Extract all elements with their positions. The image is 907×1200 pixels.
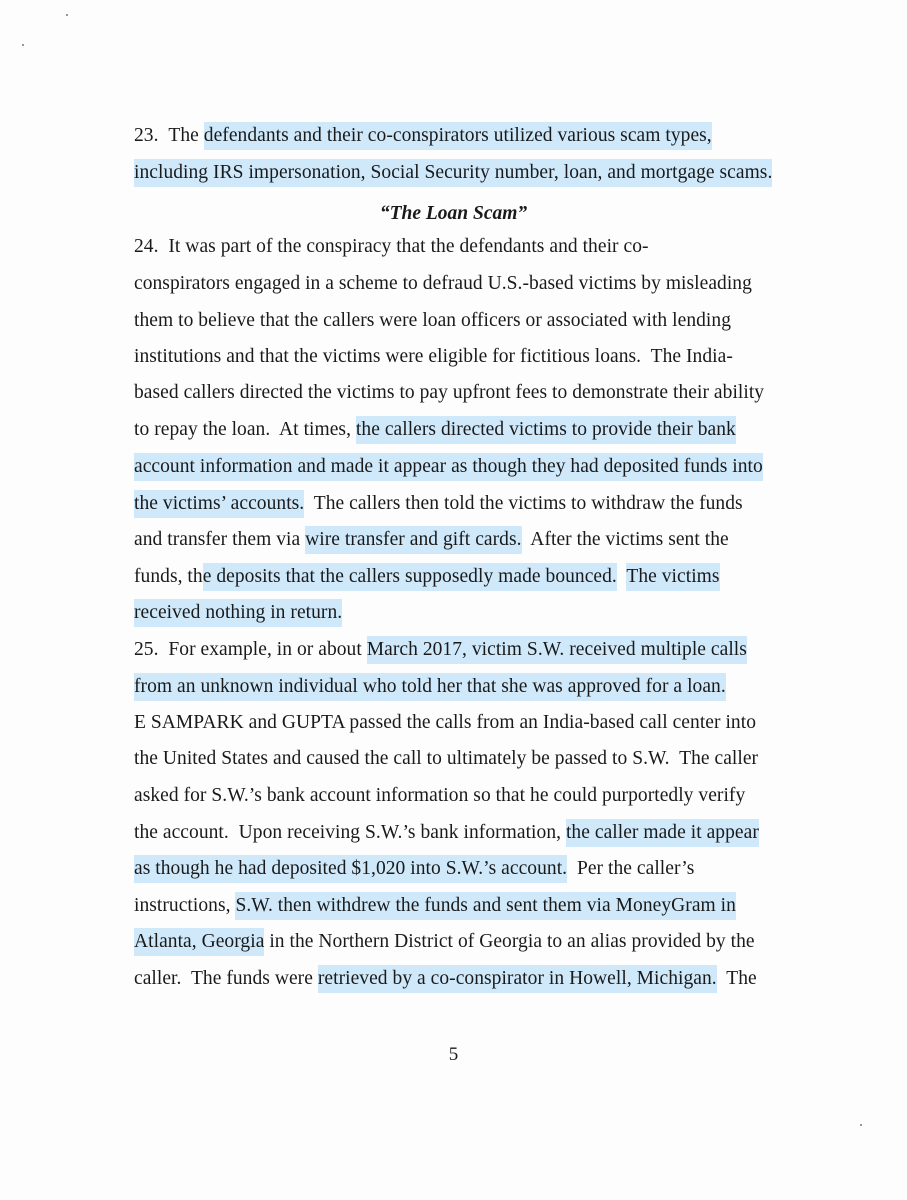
text-run: instructions, (134, 895, 236, 916)
text-line (134, 856, 694, 882)
text-line (134, 710, 756, 736)
text-run: 24. It was part of the conspiracy that the defendants and their co- (134, 236, 649, 257)
text-run: asked for S.W.’s bank account information so that he could purportedly verify (134, 785, 746, 806)
text-line (134, 123, 712, 149)
highlighted-text: March 2017, victim S.W. received multiple calls (367, 636, 747, 664)
highlighted-text: The victims (626, 563, 719, 591)
highlighted-text: e deposits that the callers supposedly made bounced. (203, 563, 617, 591)
text-run: caller. The funds were (134, 968, 318, 989)
text-run: them to believe that the callers were loan officers or associated with lending (134, 310, 731, 331)
scan-speck (860, 1124, 862, 1126)
section-heading: “The Loan Scam” (379, 203, 528, 224)
text-line (134, 893, 736, 919)
text-line (134, 820, 759, 846)
text-run: conspirators engaged in a scheme to defraud U.S.-based victims by misleading (134, 273, 752, 294)
text-line (134, 234, 649, 260)
highlighted-text: including IRS impersonation, Social Security number, loan, and mortgage scams. (134, 159, 772, 187)
text-run: funds, th (134, 566, 203, 587)
highlighted-text: wire transfer and gift cards. (305, 526, 521, 554)
text-run: The callers then told the victims to withdraw the funds (304, 493, 743, 514)
text-line (134, 271, 752, 297)
text-line (134, 929, 755, 955)
text-run (617, 566, 627, 587)
text-run: the United States and caused the call to ultimately be passed to S.W. The caller (134, 748, 759, 769)
text-line (134, 527, 729, 553)
text-line (134, 344, 733, 370)
highlighted-text: the callers directed victims to provide their bank (356, 416, 736, 444)
text-line (134, 746, 758, 772)
text-run: and transfer them via (134, 529, 306, 550)
text-run: institutions and that the victims were eligible for fictitious loans. The India- (134, 346, 733, 367)
scan-speck (66, 14, 68, 16)
text-line (134, 564, 720, 590)
highlighted-text: Atlanta, Georgia (134, 928, 264, 956)
highlighted-text: account information and made it appear as though they had deposited funds into (134, 453, 763, 481)
text-line (134, 160, 772, 186)
text-line (134, 380, 764, 406)
text-run: the account. Upon receiving S.W.’s bank information, (134, 822, 566, 843)
text-line (134, 417, 736, 443)
text-line (134, 966, 757, 992)
text-run: 25. For example, in or about (134, 639, 367, 660)
highlighted-text: as though he had deposited $1,020 into S.W.’s account. (134, 855, 567, 883)
text-line (134, 454, 763, 480)
highlighted-text: the victims’ accounts. (134, 490, 304, 518)
text-run: E SAMPARK and GUPTA passed the calls from an India-based call center into (134, 712, 756, 733)
text-run: in the Northern District of Georgia to an alias provided by the (264, 931, 755, 952)
text-line (134, 308, 731, 334)
text-line (134, 783, 745, 809)
highlighted-text: defendants and their co-conspirators utilized various scam types, (204, 122, 712, 150)
scan-speck (22, 44, 24, 46)
text-line (134, 491, 743, 517)
highlighted-text: the caller made it appear (566, 819, 759, 847)
text-line (134, 600, 342, 626)
text-run: 23. The (134, 125, 204, 146)
highlighted-text: retrieved by a co-conspirator in Howell, Michigan. (318, 965, 717, 993)
text-line (134, 674, 726, 700)
text-run: to repay the loan. At times, (134, 419, 356, 440)
text-run: The (716, 968, 757, 989)
text-run: Per the caller’s (567, 858, 695, 879)
text-run: based callers directed the victims to pay upfront fees to demonstrate their ability (134, 382, 765, 403)
text-line (134, 637, 747, 663)
highlighted-text: from an unknown individual who told her that she was approved for a loan. (134, 673, 726, 701)
page-number: 5 (448, 1044, 459, 1065)
text-run: After the victims sent the (521, 529, 729, 550)
highlighted-text: S.W. then withdrew the funds and sent them via MoneyGram in (235, 892, 735, 920)
highlighted-text: received nothing in return. (134, 599, 342, 627)
